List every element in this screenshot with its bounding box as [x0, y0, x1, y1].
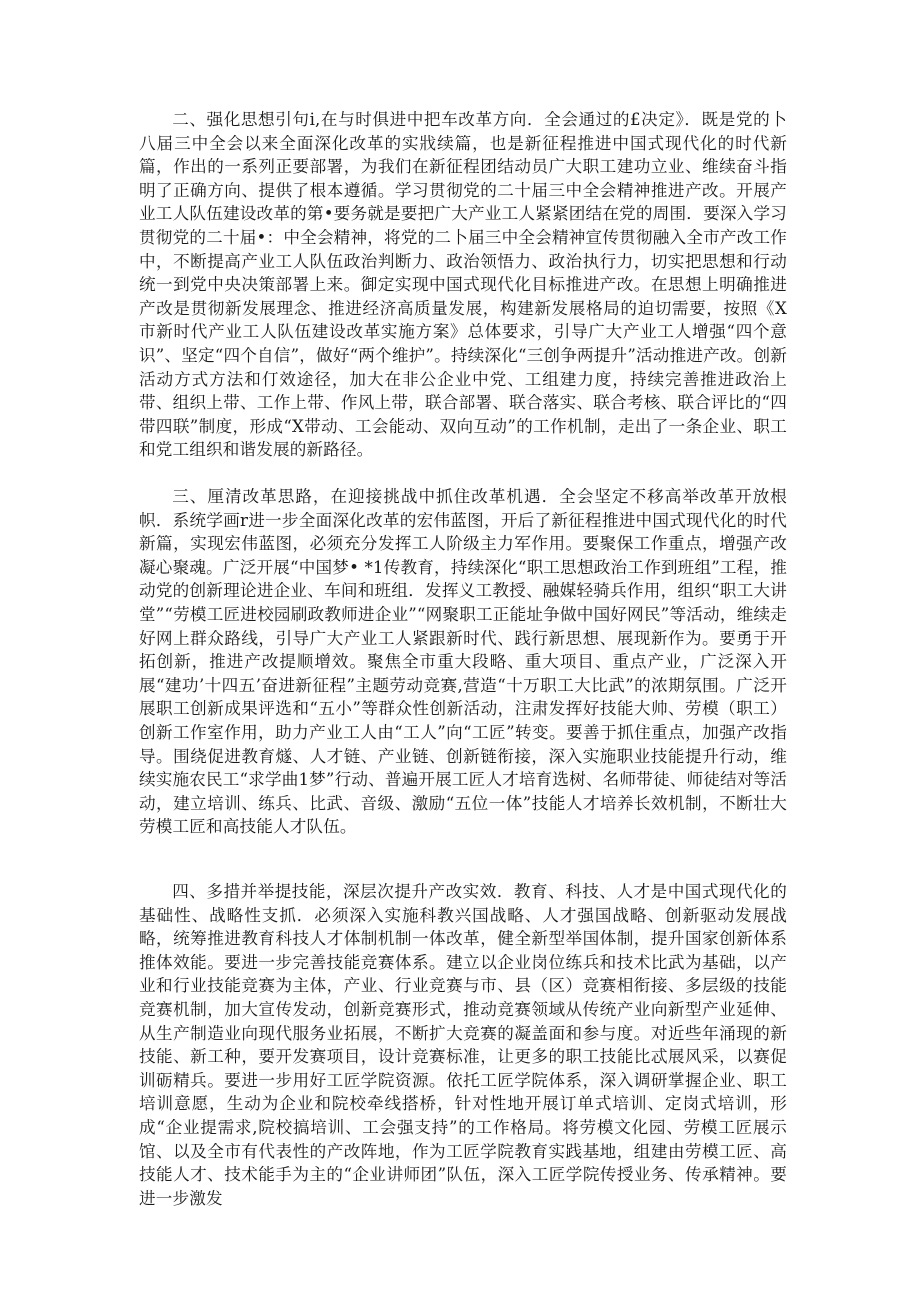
paragraph-section-four: 四、多措并举提技能，深层次提升产改实效．教育、科技、人才是中国式现代化的基础性、战略性支抓．必须深入实施科教兴国战略、人才强国战略、创新驱动发展战略，统筹推进教育科技人才体制机制一体改革，健全新型举国体制，提升国家创新体系推体效能。要进一步完善技能竞赛体系。建立以企业岗位练兵和技术比武为基础，以产业和行业技能竞赛为主体，产业、行业竞赛与市、县（区）竞赛相衔接、多层级的技能竞赛机制，加大宣传发动，创新竞赛形式，推动竞赛领域从传统产业向新型产业延伸、从生产制造业向现代服务业拓展，不断扩大竞赛的凝盖面和参与度。对近些年涌现的新技能、新工种，要开发赛项目，设计竞赛标准，让更多的职工技能比忒展风采，以赛促训砺精兵。要进一步用好工匠学院资源。依托工匠学院体系，深入调研掌握企业、职工培训意愿，生动为企业和院校牵线搭桥，针对性地开展订单式培训、定岗式培训，形成“企业提需求,院校搞培训、工会强支持”的工作格局。将劳模文化园、劳模工匠展示馆、以及全市有代表性的产改阵地，作为工匠学院教育实践基地，组建由劳模工匠、高技能人才、技术能手为主的“企业讲师团”队伍，深入工匠学院传授业务、传承精神。要进一步激发 — [139, 882, 787, 1208]
paragraph-section-three: 三、厘清改革思路，在迎接挑战中抓住改革机遇．全会坚定不移高举改革开放根帜．系统学画r进一步全面深化改革的宏伟蓝图，开后了新征程推进中国式现代化的时代新篇，实现宏伟蓝图，必须充分发挥工人阶级主力军作用。要聚保工作重点，增强产改凝心聚魂。广泛开展“中国梦• *1传教育，持续深化“职工思想政治工作到班组”工程，推动党的创新理论进企业、车间和班组．发挥义工教授、融媒轻骑兵作用，组织“职工大讲堂”“劳模工匠进校园刷政教师进企业”“网聚职工正能址争做中国好网民”等活动，维续走好网上群众路线，引导广大产业工人紧跟新时代、践行新思想、展现新作为。要勇于开拓创新，推进产改提顺增效。聚焦全市重大段略、重大项目、重点产业，广泛深入开展“建功’十四五’奋进新征程”主题劳动竞赛,营造“十万职工大比武”的浓期氛围。广泛开展职工创新成果评选和“五小”等群众性创新活动，注肃发挥好技能大帅、劳模（职工）创新工作室作用，助力产业工人由“工人”向“工匠”转变。要善于抓住重点，加强产改指导。围绕促进教育燧、人才链、产业链、创新链衔接，深入实施职业技能提升行动，维续实施农民工“求学曲1梦”行动、普遍开展工匠人才培育选树、名师带徒、师徒结对等活动，建立培训、练兵、比武、音级、激励“五位一体”技能人才培养长效机制，不断壮大劳模工匠和高技能人才队伍。 — [139, 487, 787, 837]
paragraph-section-two: 二、强化思想引句i,在与时俱进中把车改革方向．全会通过的£决定》．既是党的卜八届三中全会以来全面深化改革的实戕续篇，也是新征程推进中国式现代化的时代新篇，作出的一系列正要部署，为我们在新征程团结动员广大职工建功立业、维续奋斗指明了正确方向、提供了根本遵循。学习贯彻党的二十届三中全会精神推进产改。开展产业工人队伍建设改革的第•要务就是要把广大产业工人紧紧团结在党的周围．要深入学习贯彻党的二十届•：中全会精神，将党的二卜届三中全会精神宣传贯彻融入全市产改工作中，不断提高产业工人队伍政治判断力、政治领悟力、政治执行力，切实把思想和行动统一到党中央决策部署上来。御定实现中国式现代化目标推进产改。在思想上明确推进产改是贯彻新发展理念、推进经济高质量发展，构建新发展格局的迫切需要，按照《X市新时代产业工人队伍建设改革实施方案》总体要求，引导广大产业工人增强“四个意识”、坚定“四个自信”，做好“两个维护”。持续深化“三创争两提升”活动推进产改。创新活动方式方法和仃效途径，加大在非公企业中党、工组建力度，持续完善推进政治上带、组织上带、工作上带、作风上带，联合部署、联合落实、联合考核、联合评比的“四带四联”制度，形成“X带动、工会能动、双向互动”的工作机制，走出了一条企业、职工和党工组织和谐发展的新路径。 — [139, 110, 787, 460]
